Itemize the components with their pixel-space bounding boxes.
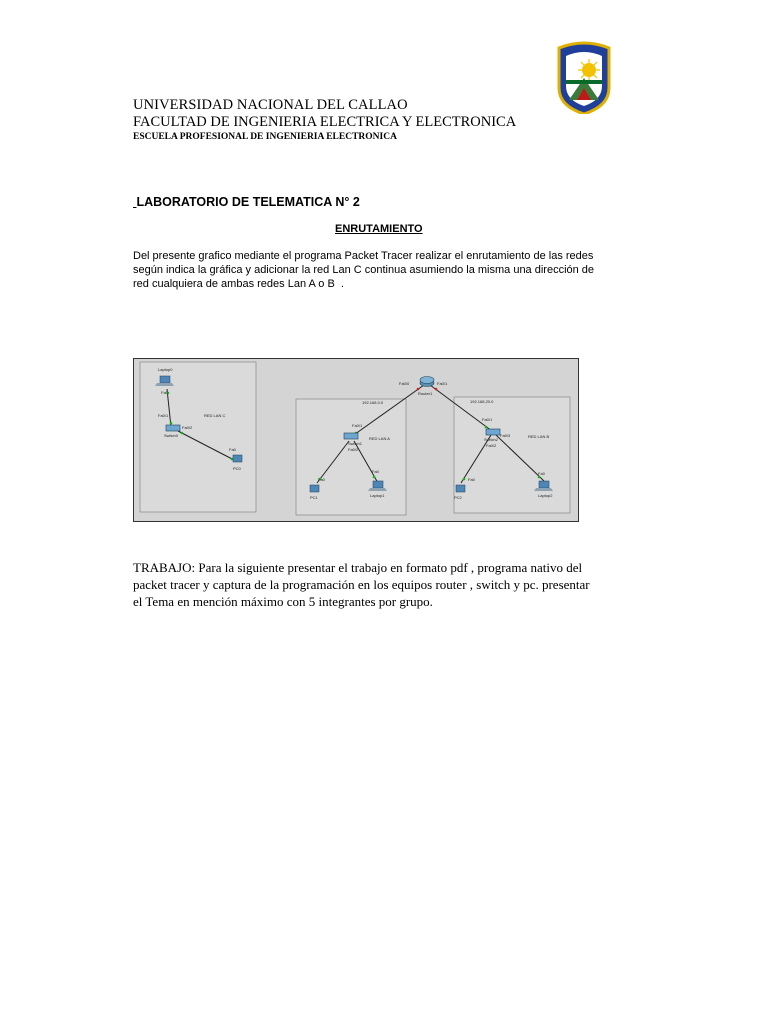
svg-text:Fa0: Fa0 [372,469,379,474]
description-line: según indica la gráfica y adicionar la red Lan C continua asumiendo la misma una dirección de [133,264,595,276]
svg-text:Fa0/2: Fa0/2 [348,447,359,452]
pc-icon [456,485,465,492]
laptop-a-label: Laptop1 [370,493,385,498]
laptop-icon [160,376,170,383]
faculty-name: FACULTAD DE INGENIERIA ELECTRICA Y ELECTRONICA [133,114,517,130]
svg-text:Fa0/0: Fa0/0 [399,381,410,386]
description [133,249,633,291]
net-a-label: 192.168.0.0 [362,400,384,405]
svg-text:Fa0/1: Fa0/1 [482,417,493,422]
svg-text:Fa0/1: Fa0/1 [352,423,363,428]
university-logo [555,40,613,114]
assignment-line: TRABAJO: Para la siguiente presentar el trabajo en formato pdf , programa nativo del [133,560,583,575]
pc-b-label: PC2 [454,495,462,500]
svg-text:Fa0/3: Fa0/3 [500,433,511,438]
pc-icon [233,455,242,462]
laptop-icon [373,481,383,488]
lan-a-label: RED LAN A [369,436,390,441]
laptop-c-label: Laptop0 [158,367,173,372]
svg-text:Fa0: Fa0 [538,471,545,476]
pc-a-label: PC1 [310,495,318,500]
svg-text:Fa0: Fa0 [468,477,475,482]
description-line: red cualquiera de ambas redes Lan A o B . [133,278,344,290]
assignment-line: packet tracer y captura de la programación en los equipos router , switch y pc. presentar [133,577,590,592]
network-diagram [133,358,579,522]
switch-icon [486,429,500,435]
svg-text:Fa0: Fa0 [229,447,236,452]
lab-title: LABORATORIO DE TELEMATICA N° 2 [136,195,360,209]
laptop-icon [539,481,549,488]
school-name: ESCUELA PROFESIONAL DE INGENIERIA ELECTRONICA [133,132,397,142]
svg-text:Fa0/1: Fa0/1 [158,413,169,418]
description-line: Del presente grafico mediante el programa Packet Tracer realizar el enrutamiento de las redes [133,250,594,262]
pc-c-label: PC0 [233,466,241,471]
pc-icon [310,485,319,492]
net-b-label: 192.168.20.0 [470,399,494,404]
svg-text:Fa0: Fa0 [318,477,325,482]
switch-icon [166,425,180,431]
assignment-text [133,559,633,610]
assignment-line: el Tema en mención máximo con 5 integrantes por grupo. [133,594,433,609]
lan-b-label: RED LAN B [528,434,550,439]
lab-subtitle: ENRUTAMIENTO [335,223,423,235]
switch-b-label: Switch2 [484,437,499,442]
lan-c-label: RED LAN C [204,413,226,418]
switch-icon [344,433,358,439]
switch-c-label: Switch0 [164,433,179,438]
svg-text:Fa0/2: Fa0/2 [182,425,193,430]
lan-b-box [454,397,570,513]
university-name: UNIVERSIDAD NACIONAL DEL CALLAO [133,97,408,113]
svg-text:Fa0/1: Fa0/1 [437,381,448,386]
svg-text:Fa0: Fa0 [161,390,168,395]
svg-text:Fa0/2: Fa0/2 [486,443,497,448]
router-label: Router1 [418,391,433,396]
laptop-b-label: Laptop2 [538,493,553,498]
switch-a-label: Switch1 [348,441,363,446]
